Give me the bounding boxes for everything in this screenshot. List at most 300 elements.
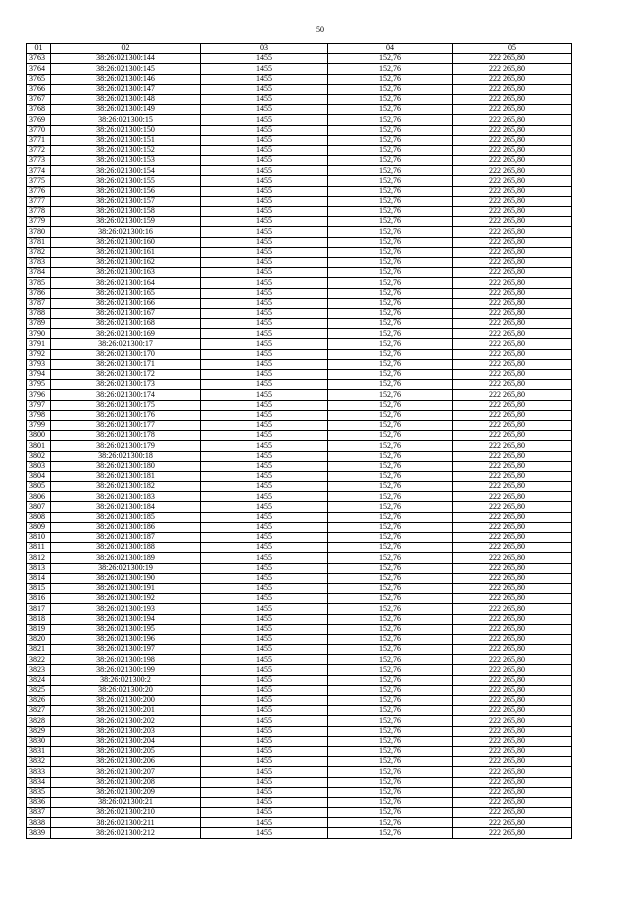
value-04-cell: 152,76: [328, 665, 453, 675]
row-number-cell: 3807: [27, 502, 51, 512]
cadastral-number-cell: 38:26:021300:170: [51, 349, 201, 359]
table-row: [27, 339, 572, 349]
value-03-cell: 1455: [201, 166, 328, 176]
value-04-cell: 152,76: [328, 604, 453, 614]
column-header: 01: [27, 44, 51, 54]
row-number-cell: 3805: [27, 482, 51, 492]
value-05-cell: 222 265,80: [453, 431, 572, 441]
value-04-cell: 152,76: [328, 471, 453, 481]
value-04-cell: 152,76: [328, 135, 453, 145]
cadastral-number-cell: 38:26:021300:189: [51, 553, 201, 563]
table-row: [27, 278, 572, 288]
value-04-cell: 152,76: [328, 746, 453, 756]
value-04-cell: 152,76: [328, 349, 453, 359]
value-04-cell: 152,76: [328, 716, 453, 726]
table-row: [27, 818, 572, 828]
value-04-cell: 152,76: [328, 553, 453, 563]
value-03-cell: 1455: [201, 655, 328, 665]
value-04-cell: 152,76: [328, 787, 453, 797]
value-04-cell: 152,76: [328, 461, 453, 471]
value-05-cell: 222 265,80: [453, 492, 572, 502]
cadastral-number-cell: 38:26:021300:157: [51, 196, 201, 206]
cadastral-number-cell: 38:26:021300:183: [51, 492, 201, 502]
page-number: 50: [316, 25, 324, 34]
table-row: [27, 54, 572, 64]
row-number-cell: 3768: [27, 105, 51, 115]
table-row: [27, 135, 572, 145]
cadastral-number-cell: 38:26:021300:204: [51, 736, 201, 746]
table-row: [27, 563, 572, 573]
value-05-cell: 222 265,80: [453, 573, 572, 583]
value-03-cell: 1455: [201, 543, 328, 553]
value-05-cell: 222 265,80: [453, 54, 572, 64]
row-number-cell: 3763: [27, 54, 51, 64]
value-04-cell: 152,76: [328, 329, 453, 339]
table-row: [27, 624, 572, 634]
value-04-cell: 152,76: [328, 54, 453, 64]
table-row: [27, 349, 572, 359]
value-03-cell: 1455: [201, 420, 328, 430]
table-row: [27, 696, 572, 706]
value-05-cell: 222 265,80: [453, 176, 572, 186]
row-number-cell: 3819: [27, 624, 51, 634]
row-number-cell: 3830: [27, 736, 51, 746]
value-04-cell: 152,76: [328, 645, 453, 655]
cadastral-number-cell: 38:26:021300:167: [51, 308, 201, 318]
value-03-cell: 1455: [201, 818, 328, 828]
value-03-cell: 1455: [201, 156, 328, 166]
value-03-cell: 1455: [201, 105, 328, 115]
table-row: [27, 706, 572, 716]
value-05-cell: 222 265,80: [453, 359, 572, 369]
value-04-cell: 152,76: [328, 492, 453, 502]
value-05-cell: 222 265,80: [453, 614, 572, 624]
cadastral-number-cell: 38:26:021300:169: [51, 329, 201, 339]
value-03-cell: 1455: [201, 808, 328, 818]
cadastral-number-cell: 38:26:021300:160: [51, 237, 201, 247]
value-05-cell: 222 265,80: [453, 196, 572, 206]
value-05-cell: 222 265,80: [453, 471, 572, 481]
value-04-cell: 152,76: [328, 410, 453, 420]
value-03-cell: 1455: [201, 726, 328, 736]
value-04-cell: 152,76: [328, 196, 453, 206]
cadastral-number-cell: 38:26:021300:16: [51, 227, 201, 237]
row-number-cell: 3824: [27, 675, 51, 685]
value-03-cell: 1455: [201, 634, 328, 644]
value-05-cell: 222 265,80: [453, 685, 572, 695]
cadastral-number-cell: 38:26:021300:166: [51, 298, 201, 308]
row-number-cell: 3810: [27, 533, 51, 543]
value-04-cell: 152,76: [328, 685, 453, 695]
row-number-cell: 3800: [27, 431, 51, 441]
value-04-cell: 152,76: [328, 319, 453, 329]
value-04-cell: 152,76: [328, 797, 453, 807]
value-04-cell: 152,76: [328, 370, 453, 380]
value-05-cell: 222 265,80: [453, 145, 572, 155]
row-number-cell: 3771: [27, 135, 51, 145]
cadastral-number-cell: 38:26:021300:19: [51, 563, 201, 573]
value-03-cell: 1455: [201, 471, 328, 481]
value-05-cell: 222 265,80: [453, 828, 572, 838]
value-04-cell: 152,76: [328, 808, 453, 818]
value-05-cell: 222 265,80: [453, 268, 572, 278]
row-number-cell: 3776: [27, 186, 51, 196]
value-04-cell: 152,76: [328, 675, 453, 685]
row-number-cell: 3816: [27, 594, 51, 604]
value-03-cell: 1455: [201, 502, 328, 512]
value-04-cell: 152,76: [328, 94, 453, 104]
cadastral-number-cell: 38:26:021300:174: [51, 390, 201, 400]
cadastral-number-cell: 38:26:021300:195: [51, 624, 201, 634]
table-row: [27, 655, 572, 665]
table-row: [27, 227, 572, 237]
value-05-cell: 222 265,80: [453, 84, 572, 94]
row-number-cell: 3812: [27, 553, 51, 563]
cadastral-number-cell: 38:26:021300:212: [51, 828, 201, 838]
value-05-cell: 222 265,80: [453, 533, 572, 543]
value-04-cell: 152,76: [328, 207, 453, 217]
table-row: [27, 594, 572, 604]
row-number-cell: 3785: [27, 278, 51, 288]
table-body: [27, 54, 572, 838]
value-03-cell: 1455: [201, 492, 328, 502]
value-04-cell: 152,76: [328, 145, 453, 155]
row-number-cell: 3797: [27, 400, 51, 410]
value-03-cell: 1455: [201, 217, 328, 227]
value-04-cell: 152,76: [328, 166, 453, 176]
row-number-cell: 3834: [27, 777, 51, 787]
table-row: [27, 573, 572, 583]
value-05-cell: 222 265,80: [453, 207, 572, 217]
value-03-cell: 1455: [201, 767, 328, 777]
value-05-cell: 222 265,80: [453, 329, 572, 339]
value-03-cell: 1455: [201, 441, 328, 451]
value-04-cell: 152,76: [328, 818, 453, 828]
table-row: [27, 431, 572, 441]
value-04-cell: 152,76: [328, 268, 453, 278]
cadastral-number-cell: 38:26:021300:17: [51, 339, 201, 349]
cadastral-number-cell: 38:26:021300:203: [51, 726, 201, 736]
row-number-cell: 3837: [27, 808, 51, 818]
table-row: [27, 410, 572, 420]
cadastral-number-cell: 38:26:021300:205: [51, 746, 201, 756]
column-header: 03: [201, 44, 328, 54]
cadastral-number-cell: 38:26:021300:18: [51, 451, 201, 461]
row-number-cell: 3798: [27, 410, 51, 420]
value-04-cell: 152,76: [328, 451, 453, 461]
cadastral-number-cell: 38:26:021300:162: [51, 257, 201, 267]
value-04-cell: 152,76: [328, 339, 453, 349]
table-row: [27, 645, 572, 655]
value-05-cell: 222 265,80: [453, 624, 572, 634]
cadastral-number-cell: 38:26:021300:209: [51, 787, 201, 797]
cadastral-number-cell: 38:26:021300:154: [51, 166, 201, 176]
value-05-cell: 222 265,80: [453, 441, 572, 451]
table-row: [27, 359, 572, 369]
cadastral-number-cell: 38:26:021300:150: [51, 125, 201, 135]
table-row: [27, 583, 572, 593]
row-number-cell: 3831: [27, 746, 51, 756]
value-04-cell: 152,76: [328, 359, 453, 369]
row-number-cell: 3818: [27, 614, 51, 624]
row-number-cell: 3809: [27, 522, 51, 532]
value-03-cell: 1455: [201, 329, 328, 339]
row-number-cell: 3821: [27, 645, 51, 655]
value-05-cell: 222 265,80: [453, 135, 572, 145]
value-05-cell: 222 265,80: [453, 736, 572, 746]
value-04-cell: 152,76: [328, 400, 453, 410]
value-05-cell: 222 265,80: [453, 257, 572, 267]
row-number-cell: 3827: [27, 706, 51, 716]
row-number-cell: 3808: [27, 512, 51, 522]
value-05-cell: 222 265,80: [453, 645, 572, 655]
value-03-cell: 1455: [201, 186, 328, 196]
table-row: [27, 125, 572, 135]
value-04-cell: 152,76: [328, 288, 453, 298]
cadastral-number-cell: 38:26:021300:156: [51, 186, 201, 196]
table-row: [27, 420, 572, 430]
row-number-cell: 3788: [27, 308, 51, 318]
cadastral-number-cell: 38:26:021300:177: [51, 420, 201, 430]
value-05-cell: 222 265,80: [453, 777, 572, 787]
value-05-cell: 222 265,80: [453, 716, 572, 726]
row-number-cell: 3828: [27, 716, 51, 726]
table-row: [27, 543, 572, 553]
row-number-cell: 3765: [27, 74, 51, 84]
cadastral-number-cell: 38:26:021300:2: [51, 675, 201, 685]
cadastral-number-cell: 38:26:021300:163: [51, 268, 201, 278]
row-number-cell: 3829: [27, 726, 51, 736]
row-number-cell: 3770: [27, 125, 51, 135]
value-03-cell: 1455: [201, 736, 328, 746]
cadastral-number-cell: 38:26:021300:178: [51, 431, 201, 441]
table-row: [27, 512, 572, 522]
row-number-cell: 3786: [27, 288, 51, 298]
table-row: [27, 298, 572, 308]
value-03-cell: 1455: [201, 573, 328, 583]
table-row: [27, 665, 572, 675]
cadastral-number-cell: 38:26:021300:197: [51, 645, 201, 655]
table-row: [27, 471, 572, 481]
row-number-cell: 3814: [27, 573, 51, 583]
value-03-cell: 1455: [201, 746, 328, 756]
cadastral-number-cell: 38:26:021300:164: [51, 278, 201, 288]
value-04-cell: 152,76: [328, 441, 453, 451]
value-05-cell: 222 265,80: [453, 420, 572, 430]
value-05-cell: 222 265,80: [453, 482, 572, 492]
value-03-cell: 1455: [201, 787, 328, 797]
value-04-cell: 152,76: [328, 298, 453, 308]
value-03-cell: 1455: [201, 257, 328, 267]
value-05-cell: 222 265,80: [453, 808, 572, 818]
table-row: [27, 390, 572, 400]
value-05-cell: 222 265,80: [453, 308, 572, 318]
value-03-cell: 1455: [201, 451, 328, 461]
value-04-cell: 152,76: [328, 502, 453, 512]
cadastral-number-cell: 38:26:021300:188: [51, 543, 201, 553]
value-05-cell: 222 265,80: [453, 451, 572, 461]
row-number-cell: 3803: [27, 461, 51, 471]
row-number-cell: 3811: [27, 543, 51, 553]
value-05-cell: 222 265,80: [453, 400, 572, 410]
value-05-cell: 222 265,80: [453, 706, 572, 716]
cadastral-number-cell: 38:26:021300:173: [51, 380, 201, 390]
table-row: [27, 451, 572, 461]
value-03-cell: 1455: [201, 84, 328, 94]
row-number-cell: 3804: [27, 471, 51, 481]
value-03-cell: 1455: [201, 94, 328, 104]
table-row: [27, 736, 572, 746]
cadastral-number-cell: 38:26:021300:176: [51, 410, 201, 420]
value-03-cell: 1455: [201, 278, 328, 288]
cadastral-number-cell: 38:26:021300:193: [51, 604, 201, 614]
value-04-cell: 152,76: [328, 757, 453, 767]
value-03-cell: 1455: [201, 533, 328, 543]
value-03-cell: 1455: [201, 522, 328, 532]
cadastral-number-cell: 38:26:021300:15: [51, 115, 201, 125]
value-05-cell: 222 265,80: [453, 787, 572, 797]
value-03-cell: 1455: [201, 797, 328, 807]
table-row: [27, 482, 572, 492]
value-05-cell: 222 265,80: [453, 757, 572, 767]
table-row: [27, 533, 572, 543]
value-04-cell: 152,76: [328, 614, 453, 624]
cadastral-number-cell: 38:26:021300:179: [51, 441, 201, 451]
row-number-cell: 3790: [27, 329, 51, 339]
cadastral-number-cell: 38:26:021300:207: [51, 767, 201, 777]
row-number-cell: 3839: [27, 828, 51, 838]
row-number-cell: 3793: [27, 359, 51, 369]
value-03-cell: 1455: [201, 380, 328, 390]
value-03-cell: 1455: [201, 431, 328, 441]
value-04-cell: 152,76: [328, 482, 453, 492]
value-03-cell: 1455: [201, 716, 328, 726]
row-number-cell: 3778: [27, 207, 51, 217]
value-04-cell: 152,76: [328, 696, 453, 706]
row-number-cell: 3789: [27, 319, 51, 329]
value-05-cell: 222 265,80: [453, 74, 572, 84]
row-number-cell: 3784: [27, 268, 51, 278]
row-number-cell: 3817: [27, 604, 51, 614]
value-03-cell: 1455: [201, 227, 328, 237]
cadastral-number-cell: 38:26:021300:198: [51, 655, 201, 665]
table-row: [27, 370, 572, 380]
value-04-cell: 152,76: [328, 390, 453, 400]
value-04-cell: 152,76: [328, 563, 453, 573]
value-04-cell: 152,76: [328, 767, 453, 777]
table-row: [27, 777, 572, 787]
cadastral-number-cell: 38:26:021300:186: [51, 522, 201, 532]
cadastral-number-cell: 38:26:021300:180: [51, 461, 201, 471]
table-row: [27, 400, 572, 410]
table-row: [27, 808, 572, 818]
column-header: 05: [453, 44, 572, 54]
value-05-cell: 222 265,80: [453, 543, 572, 553]
value-03-cell: 1455: [201, 308, 328, 318]
value-05-cell: 222 265,80: [453, 461, 572, 471]
value-03-cell: 1455: [201, 288, 328, 298]
data-table: [26, 43, 572, 839]
cadastral-number-cell: 38:26:021300:149: [51, 105, 201, 115]
row-number-cell: 3772: [27, 145, 51, 155]
cadastral-number-cell: 38:26:021300:165: [51, 288, 201, 298]
row-number-cell: 3780: [27, 227, 51, 237]
row-number-cell: 3825: [27, 685, 51, 695]
value-05-cell: 222 265,80: [453, 563, 572, 573]
cadastral-number-cell: 38:26:021300:168: [51, 319, 201, 329]
table-row: [27, 145, 572, 155]
table-row: [27, 94, 572, 104]
cadastral-number-cell: 38:26:021300:184: [51, 502, 201, 512]
row-number-cell: 3782: [27, 247, 51, 257]
table-row: [27, 207, 572, 217]
row-number-cell: 3820: [27, 634, 51, 644]
value-03-cell: 1455: [201, 349, 328, 359]
value-05-cell: 222 265,80: [453, 278, 572, 288]
value-05-cell: 222 265,80: [453, 502, 572, 512]
value-04-cell: 152,76: [328, 512, 453, 522]
cadastral-number-cell: 38:26:021300:175: [51, 400, 201, 410]
column-header: 04: [328, 44, 453, 54]
value-05-cell: 222 265,80: [453, 94, 572, 104]
value-03-cell: 1455: [201, 298, 328, 308]
value-04-cell: 152,76: [328, 420, 453, 430]
value-03-cell: 1455: [201, 828, 328, 838]
row-number-cell: 3823: [27, 665, 51, 675]
row-number-cell: 3766: [27, 84, 51, 94]
row-number-cell: 3806: [27, 492, 51, 502]
value-05-cell: 222 265,80: [453, 818, 572, 828]
cadastral-number-cell: 38:26:021300:148: [51, 94, 201, 104]
value-03-cell: 1455: [201, 339, 328, 349]
table-row: [27, 268, 572, 278]
cadastral-number-cell: 38:26:021300:190: [51, 573, 201, 583]
cadastral-number-cell: 38:26:021300:199: [51, 665, 201, 675]
value-03-cell: 1455: [201, 115, 328, 125]
table-row: [27, 237, 572, 247]
value-05-cell: 222 265,80: [453, 665, 572, 675]
cadastral-number-cell: 38:26:021300:182: [51, 482, 201, 492]
value-03-cell: 1455: [201, 125, 328, 135]
value-04-cell: 152,76: [328, 828, 453, 838]
row-number-cell: 3773: [27, 156, 51, 166]
value-03-cell: 1455: [201, 757, 328, 767]
table-row: [27, 553, 572, 563]
value-05-cell: 222 265,80: [453, 604, 572, 614]
cadastral-number-cell: 38:26:021300:152: [51, 145, 201, 155]
table-row: [27, 675, 572, 685]
value-04-cell: 152,76: [328, 125, 453, 135]
cadastral-number-cell: 38:26:021300:155: [51, 176, 201, 186]
value-03-cell: 1455: [201, 675, 328, 685]
value-04-cell: 152,76: [328, 726, 453, 736]
value-05-cell: 222 265,80: [453, 675, 572, 685]
row-number-cell: 3777: [27, 196, 51, 206]
row-number-cell: 3781: [27, 237, 51, 247]
value-03-cell: 1455: [201, 390, 328, 400]
value-03-cell: 1455: [201, 64, 328, 74]
value-03-cell: 1455: [201, 410, 328, 420]
table-row: [27, 186, 572, 196]
value-04-cell: 152,76: [328, 227, 453, 237]
value-04-cell: 152,76: [328, 84, 453, 94]
value-04-cell: 152,76: [328, 624, 453, 634]
table-row: [27, 247, 572, 257]
value-05-cell: 222 265,80: [453, 166, 572, 176]
value-03-cell: 1455: [201, 54, 328, 64]
row-number-cell: 3775: [27, 176, 51, 186]
table-row: [27, 257, 572, 267]
